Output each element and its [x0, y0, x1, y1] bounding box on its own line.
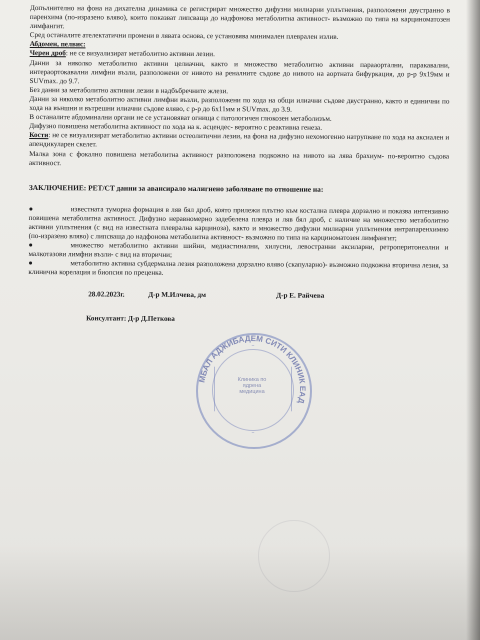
- liver-label: Черен дроб: [29, 49, 66, 58]
- conclusion-item: [29, 205, 449, 244]
- svg-text:МБАЛ АДЖИБАДЕМ СИТИ КЛИНИК ЕАД: МБАЛ АДЖИБАДЕМ СИТИ КЛИНИК ЕАД: [197, 333, 308, 405]
- finding-paragraph: Допълнително на фона на дихателна динамика се регистрират множество дифузни милиарни уплътнения, разположени двустранно в паренхима (по-изразено вляво), които показват липсваща до надфонова метаболитна активност- възможно по типа на карциноматозен лимфангит.: [29, 4, 450, 31]
- bones-paragraph: [29, 131, 449, 152]
- finding-paragraph: Малка зона с фокално повишена метаболитна активност разположена подкожно на нивото на лява брахиум- по-вероятно съдова активност.: [29, 149, 450, 167]
- bullet-mark: ●: [28, 259, 33, 268]
- bones-label: Кости: [29, 131, 49, 140]
- stamp-inner-text: Клиника по ядрена медицина: [237, 377, 267, 395]
- signature-block: [28, 278, 448, 323]
- conclusion-item-text: известната туморна формация в ляв бял дроб, която прилежи плътно към костална плевра дорзално и показва интензивно повишена метаболитна активност. Дифузно неравномерно задебелена плевра и ляв бял дроб, с наличие на множество метаболитно активни уплътнения (с вид на известната плеврална карциноза), както и множество дифузни милиарни уплътнения интрапаренхимно (по-изразено вляво) с липсваща до надфонова метаболитна активност- възможно по типа на карциноматозен лимфангит;: [28, 205, 449, 243]
- finding-paragraph: В останалите абдоминални органи не се установяват огнища с патологичен глюкозен метаболизъм.: [29, 113, 332, 123]
- abdomen-heading: Абдомен, пелвис:: [29, 40, 86, 49]
- consultant-line: Консултант: Д-р Д.Петкова: [86, 313, 175, 323]
- finding-paragraph: Данни за няколко метаболитно активни целиачни, както и множество метаболитно активни парааортални, паракавални, интераортокавални лимфни възли, разположени от нивото на реналните съдове до нивото на аортната бифуркация, до р-р 9x19мм и SUVmax. до 9.7.: [29, 58, 450, 86]
- finding-paragraph: Без данни за метаболитно активни лезии в надбъбречните жлези.: [29, 85, 229, 96]
- finding-paragraph: Дифузно повишена метаболитна активност по хода на к. асцендес- вероятно с реактивна генеза.: [29, 122, 323, 133]
- conclusion-item-text: множество метаболитно активни шийни, медиастинални, хилусни, левостранни аксиларни, ретроперитонеални и малкотазови лимфни възли- с вид на вторични;: [28, 241, 449, 260]
- conclusion-item-text: метаболитно активна субдермална лезия разположена дорзално вляво (скапуларно)- възможно подкожна вторична лезия, за клинична корелация и биопсия по преценка.: [28, 259, 449, 278]
- finding-paragraph: Данни за няколко метаболитно активни лимфни възли, разположени по хода на общи илиачни съдове двустранно, както и единични по хода на външни и вътрешни илиачни съдове вляво, с р-р до 6x11мм и SUVmax. до 3.9.: [29, 94, 450, 114]
- liver-text: : не се визуализират метаболитно активни лезии.: [65, 49, 215, 59]
- report-body: [28, 4, 450, 323]
- doctor-signature-1: Д-р М.Илчева, дм: [148, 290, 207, 299]
- bullet-mark: ●: [28, 204, 34, 213]
- bullet-mark: ●: [28, 241, 33, 250]
- doctor-signature-2: Д-р Е. Райчева: [276, 291, 325, 300]
- bones-text: : не се визуализират метаболитно активни остеолитични лезии, на фона на дифузно нехомогенно натрупване по хода на аксиален и апендикуларен скелет.: [29, 131, 450, 149]
- finding-paragraph: Сред останалите ателектатични промени в лявата основа, се установява минимален плеврален излив.: [29, 31, 339, 42]
- paper-shadow: [0, 545, 480, 640]
- paper-edge-shadow: [466, 0, 480, 640]
- conclusion-heading: ЗАКЛЮЧЕНИЕ: PET/CT данни за авансирало малигнено заболяване по отношение на:: [28, 182, 324, 194]
- report-date: 28.02.2023г.: [88, 289, 125, 299]
